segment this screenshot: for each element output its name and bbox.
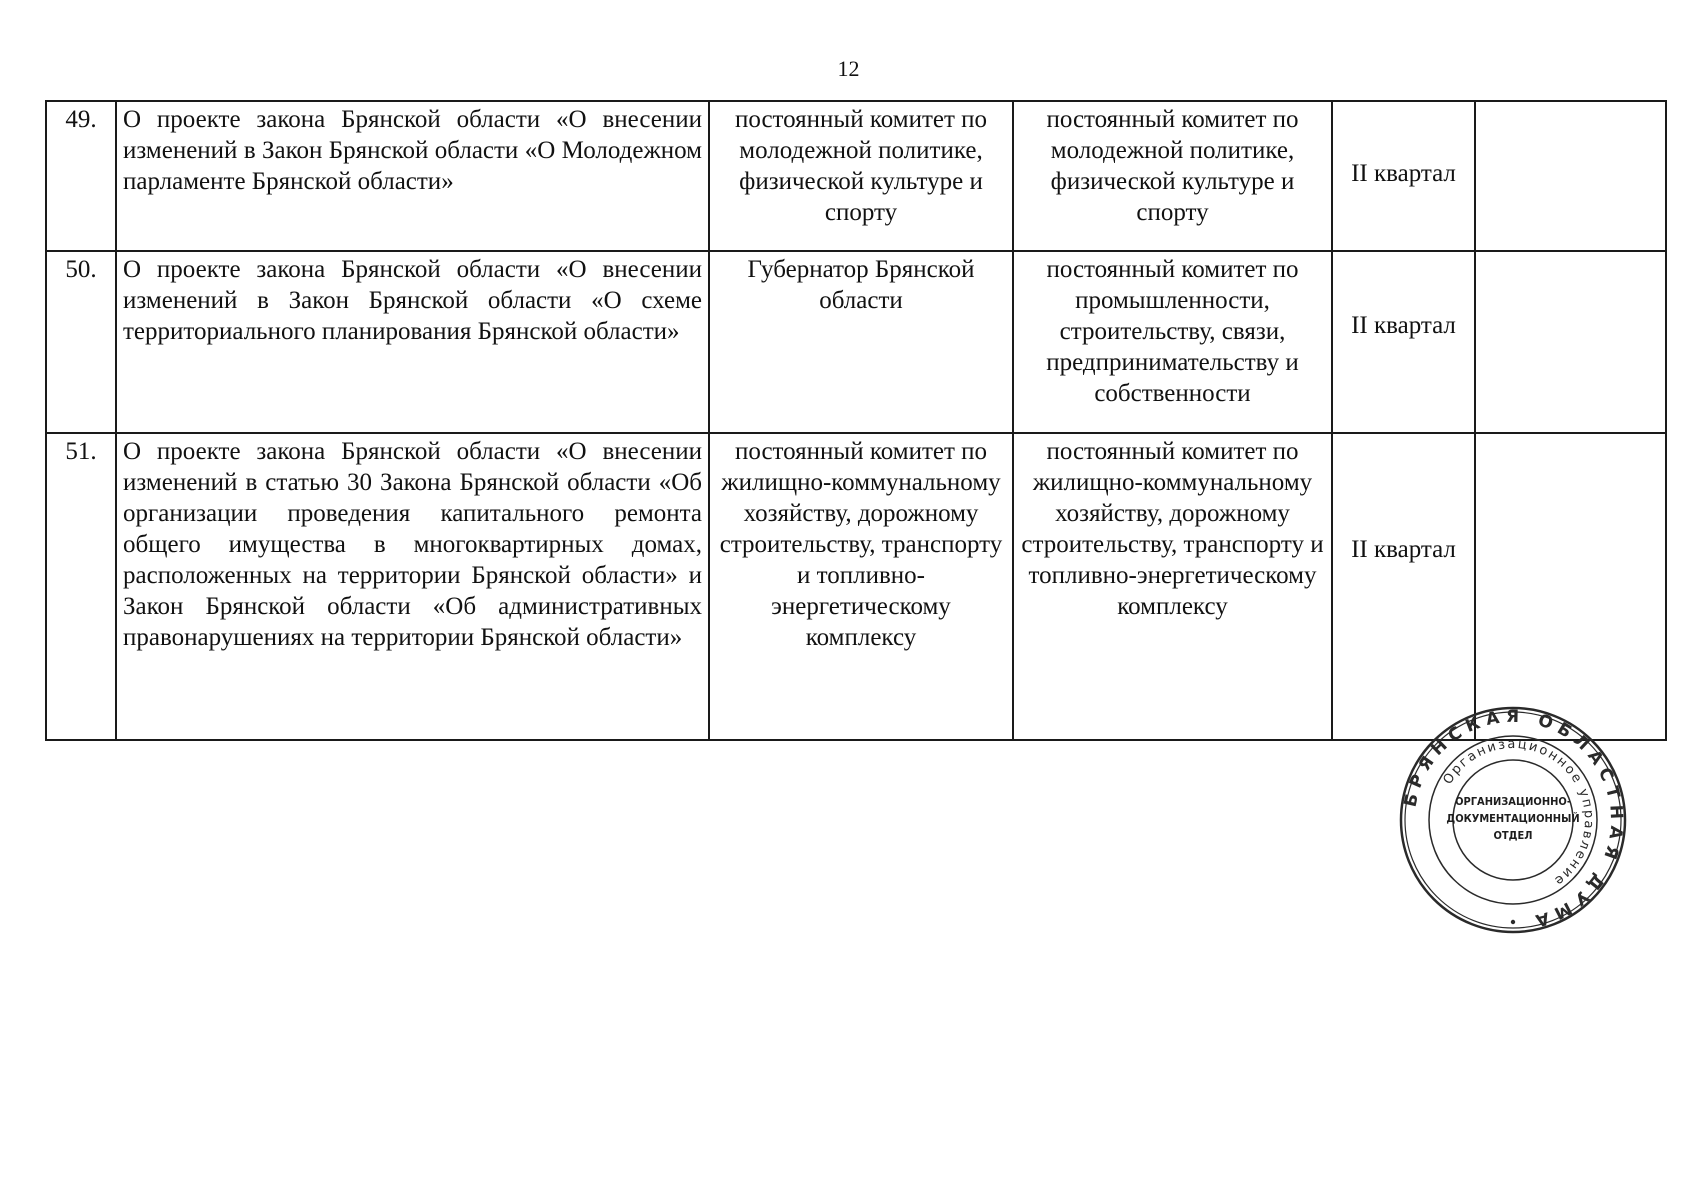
plan-table [45,100,1667,741]
page-number: 12 [837,56,860,81]
row-title: О проекте закона Брянской области «О внесении изменений в Закон Брянской области «О схеме территориального планирования Брянской области» [116,251,709,433]
stamp-center-line3: ОТДЕЛ [1493,829,1533,842]
row-initiator: постоянный комитет по жилищно-коммунальному хозяйству, дорожному строительству, транспорту и топливно-энергетическому комплексу [709,433,1013,740]
stamp-outer-text: БРЯНСКАЯ ОБЛАСТНАЯ ДУМА [1400,706,1627,932]
stamp-inner-text: Организационное управление [1440,736,1597,890]
row-responsible: постоянный комитет по молодежной политике, физической культуре и спорту [1013,101,1332,251]
row-initiator: Губернатор Брянской области [709,251,1013,433]
stamp-center-line1: ОРГАНИЗАЦИОННО- [1455,795,1571,808]
row-responsible: постоянный комитет по жилищно-коммунальному хозяйству, дорожному строительству, транспорту и топливно-энергетическому комплексу [1013,433,1332,740]
table-row [46,101,1666,251]
row-title: О проекте закона Брянской области «О внесении изменений в статью 30 Закона Брянской области «Об организации проведения капитального ремонта общего имущества в многоквартирных домах, расположенных на территории Брянской области» и Закон Брянской области «Об административных правонарушениях на территории Брянской области» [116,433,709,740]
row-period: II квартал [1332,433,1475,740]
table-row [46,251,1666,433]
row-number: 49. [46,101,116,251]
row-responsible: постоянный комитет по промышленности, строительству, связи, предпринимательству и собственности [1013,251,1332,433]
row-title: О проекте закона Брянской области «О внесении изменений в Закон Брянской области «О Молодежном парламенте Брянской области» [116,101,709,251]
stamp-center-line2: ДОКУМЕНТАЦИОННЫЙ [1446,812,1580,825]
row-note [1475,101,1666,251]
table-row [46,433,1666,740]
row-note [1475,433,1666,740]
row-period: II квартал [1332,251,1475,433]
row-number: 51. [46,433,116,740]
row-initiator: постоянный комитет по молодежной политике, физической культуре и спорту [709,101,1013,251]
row-period: II квартал [1332,101,1475,251]
official-stamp [1398,705,1628,935]
stamp-dot [1511,920,1515,924]
row-number: 50. [46,251,116,433]
row-note [1475,251,1666,433]
